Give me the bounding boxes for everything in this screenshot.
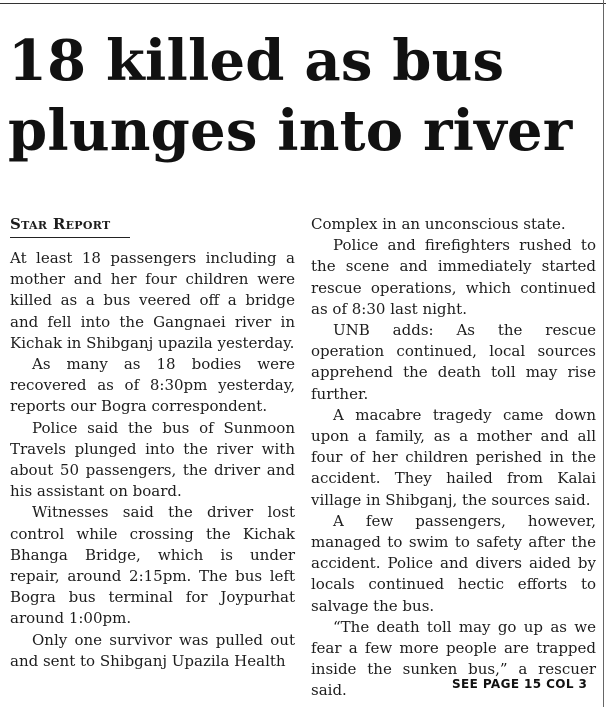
jump-line: SEE PAGE 15 COL 3 xyxy=(452,677,588,691)
paragraph: A macabre tragedy came down upon a family, as a mother and all four of her children perished in the accident. They hailed from Kalai village in Shibganj, the sources said. xyxy=(311,405,596,509)
paragraph: Police and firefighters rushed to the scene and immediately started rescue operations, which continued as of 8:30 last night. xyxy=(311,236,596,318)
article-column-right xyxy=(311,214,596,702)
paragraph: Complex in an unconscious state. xyxy=(311,215,566,233)
paragraph: Police said the bus of Sunmoon Travels plunged into the river with about 50 passengers, the driver and his assistant on board. xyxy=(10,418,295,501)
paragraph: As many as 18 bodies were recovered as of 8:30pm yesterday, reports our Bogra correspondent. xyxy=(10,355,295,416)
paragraph: Witnesses said the driver lost control while crossing the Kichak Bhanga Bridge, which is under repair, around 2:15pm. The bus left Bogra bus terminal for Joypurhat around 1:00pm. xyxy=(10,503,295,628)
headline: 18 killed as bus plunges into river xyxy=(8,28,573,164)
top-rule xyxy=(0,3,606,4)
paragraph: “The death toll may go up as we fear a few more people are trapped inside the sunken bus,” a rescuer said. xyxy=(311,617,596,700)
right-rule xyxy=(603,0,604,707)
paragraph: A few passengers, however, managed to swim to safety after the accident. Police and divers aided by locals continued hectic efforts to salvage the bus. xyxy=(311,511,596,615)
paragraph: At least 18 passengers including a mother and her four children were killed as a bus veered off a bridge and fell into the Gangnaei river in Kichak in Shibganj upazila yesterday. xyxy=(10,249,295,352)
article-column-left xyxy=(10,214,295,672)
paragraph: UNB adds: As the rescue operation continued, local sources apprehend the death toll may rise further. xyxy=(311,321,596,403)
paragraph: Only one survivor was pulled out and sent to Shibganj Upazila Health xyxy=(10,630,295,670)
byline: Star Report xyxy=(10,214,130,238)
